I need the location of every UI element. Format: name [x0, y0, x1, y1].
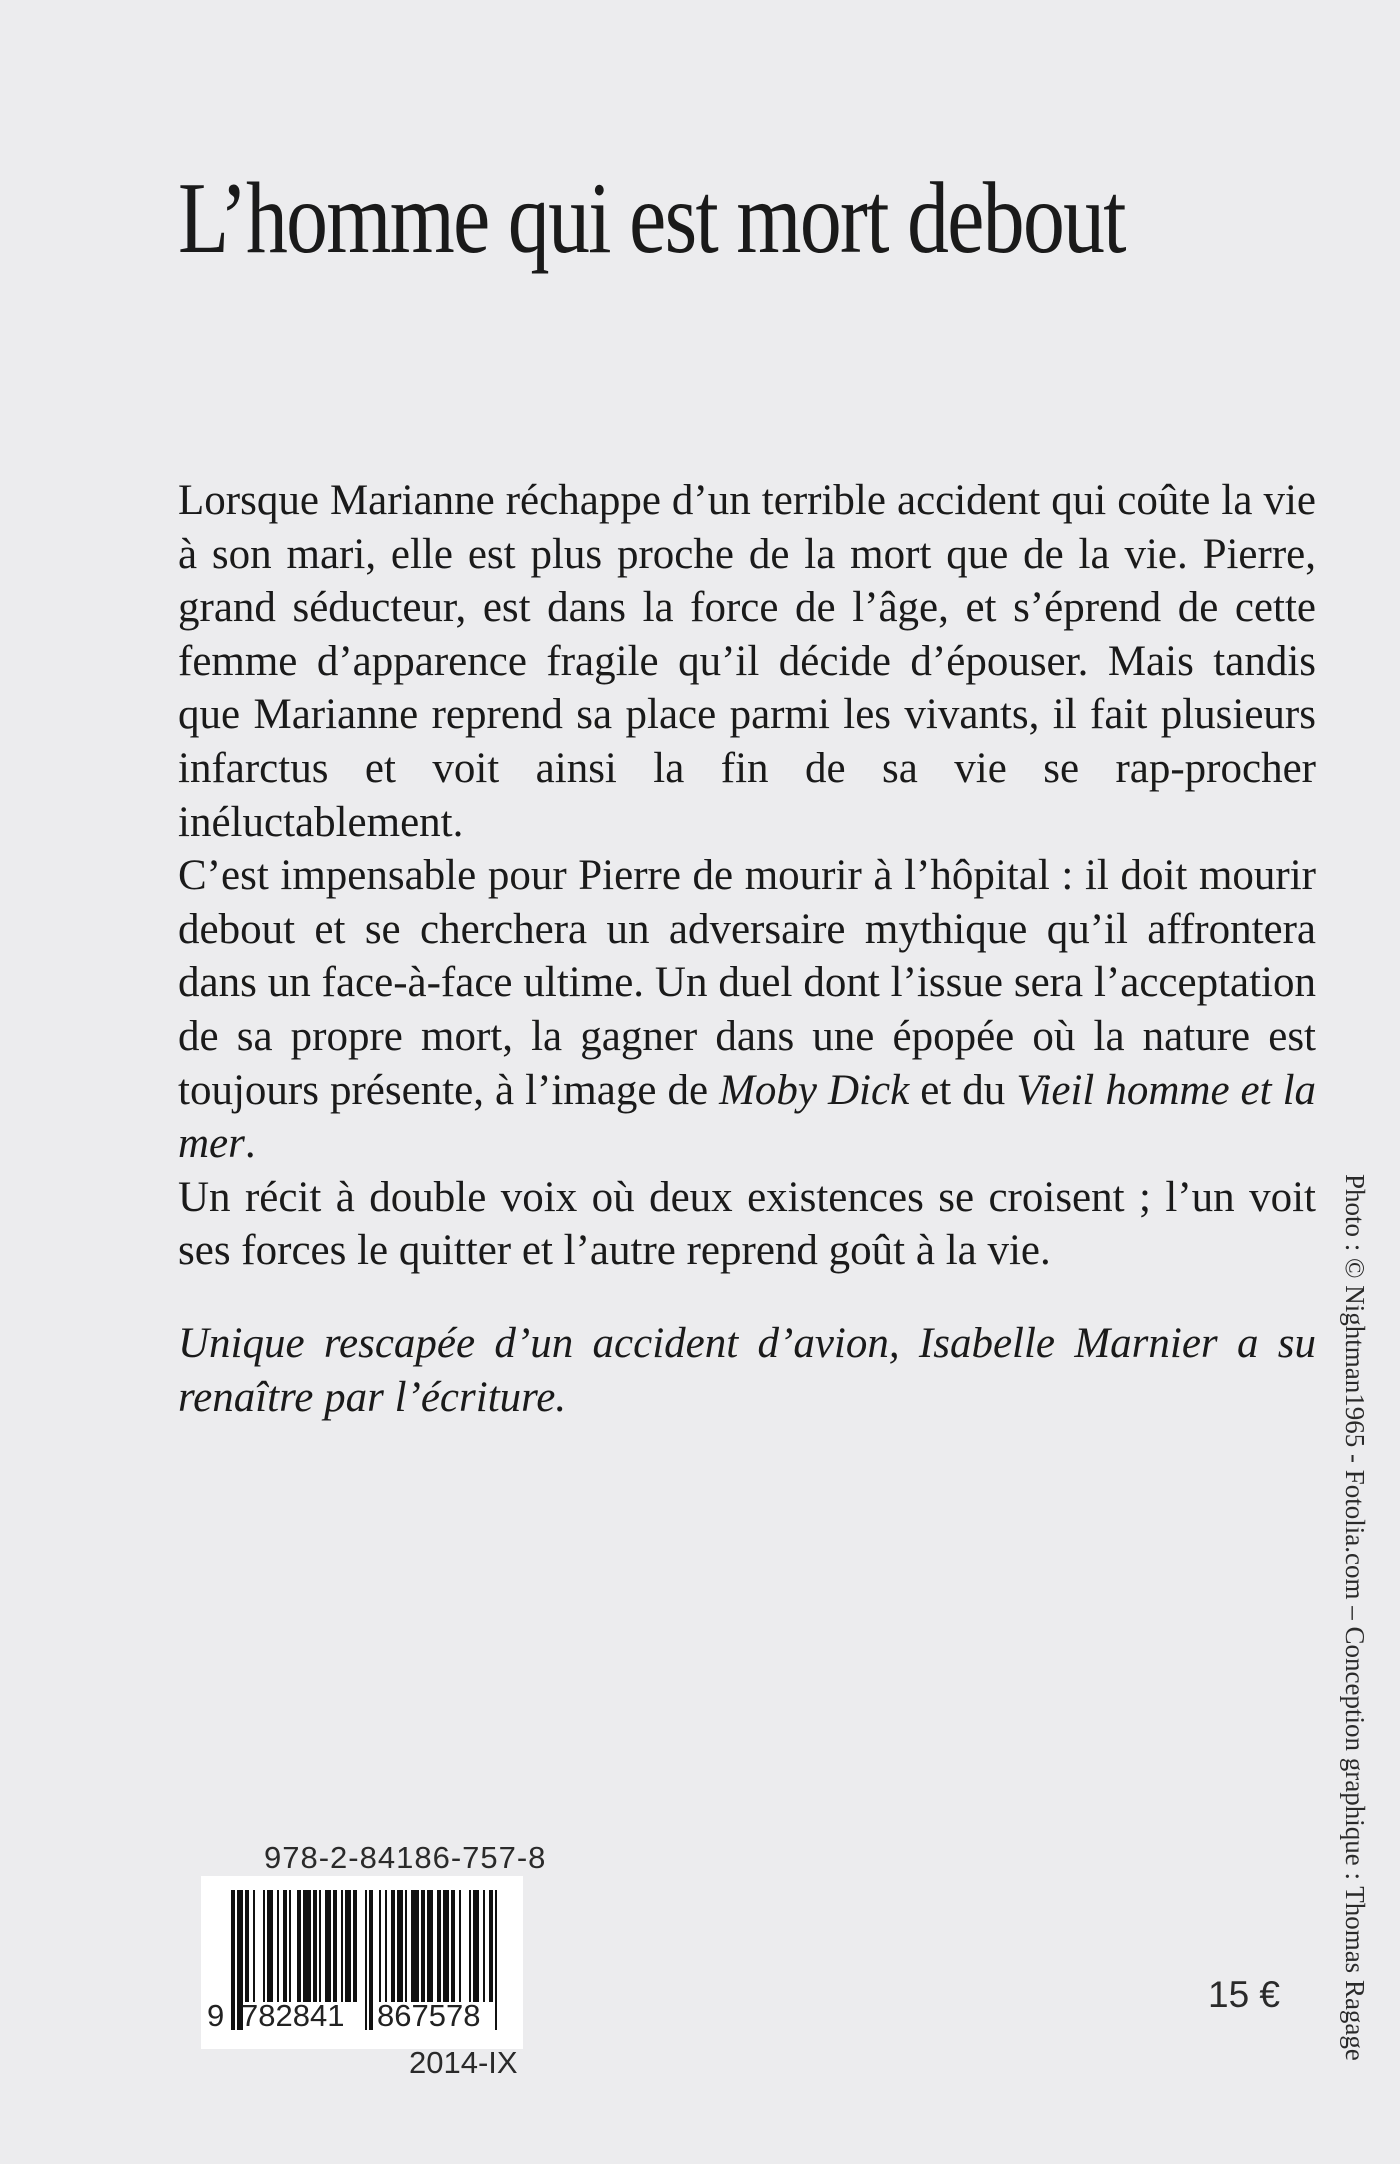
- barcode-bar: [459, 1890, 461, 2002]
- barcode-bar: [283, 1890, 287, 2002]
- author-bio: Unique rescapée d’un accident d’avion, Isabelle Marnier a su renaître par l’écriture.: [178, 1320, 1316, 1421]
- barcode-bar: [277, 1890, 279, 2002]
- barcode-bar: [451, 1890, 455, 2002]
- barcode-bar: [333, 1890, 337, 2002]
- back-cover-blurb: [178, 474, 1316, 1278]
- blurb-text: C’est impensable pour Pierre de mourir à l’hôpital : il doit mourir debout et se cherchera un adversaire mythique qu’il affrontera dans un face-à-face ultime. Un duel dont l’issue sera l’acceptation de sa propre mort, la gagner dans une épopée où la nature est toujours présente, à l’image de: [178, 852, 1316, 1114]
- barcode-bar: [313, 1890, 317, 2002]
- barcode-bar: [427, 1890, 433, 2002]
- price-label: 15 €: [1208, 1974, 1281, 2015]
- barcode-bar: [391, 1890, 395, 2002]
- barcode-digits-left: 782841: [241, 1998, 345, 2033]
- edition-code: 2014-IX: [409, 2045, 518, 2080]
- blurb-paragraph-2: [178, 849, 1316, 1171]
- barcode-bar: [369, 1890, 373, 2030]
- barcode-bar: [345, 1890, 351, 2002]
- barcode-digits-right: 867578: [377, 1998, 481, 2033]
- blurb-paragraph-3: Un récit à double voix où deux existences se croisent ; l’un voit ses forces le quitter et l’autre reprend goût à la vie.: [178, 1173, 1316, 1275]
- barcode-bar: [397, 1890, 403, 2002]
- blurb-paragraph-1: Lorsque Marianne réchappe d’un terrible accident qui coûte la vie à son mari, elle est plus proche de la mort que de la vie. Pierre, grand séducteur, est dans la force de l’âge, et s’éprend de cette femme d’apparence fragile qu’il décide d’épouser. Mais tandis que Marianne reprend sa place parmi les vivants, il fait plusieurs infarctus et voit ainsi la fin de sa vie se rap-procher inéluctablement.: [178, 477, 1316, 846]
- barcode-bar: [253, 1890, 255, 2002]
- barcode: [201, 1876, 523, 2049]
- barcode-bar: [319, 1890, 321, 2002]
- barcode-bar: [231, 1890, 235, 2030]
- barcode-bar: [341, 1890, 343, 2002]
- barcode-bar: [289, 1890, 291, 2002]
- work-title-vieil-homme: Vieil homme et la mer: [178, 1066, 1317, 1168]
- barcode-bar: [495, 1890, 497, 2030]
- barcode-bar: [263, 1890, 265, 2002]
- barcode-bar: [365, 1890, 367, 2030]
- photo-credit: Photo : © Nightman1965 - Fotolia.com – Conception graphique : Thomas Ragage: [1340, 1174, 1370, 2061]
- barcode-bar: [267, 1890, 273, 2002]
- work-title-moby-dick: Moby Dick: [719, 1066, 910, 1114]
- barcode-digit-first: 9: [207, 1998, 225, 2033]
- book-title: L’homme qui est mort debout: [178, 162, 1125, 275]
- barcode-bar: [483, 1890, 485, 2002]
- barcode-bar: [325, 1890, 331, 2002]
- blurb-text: et du: [920, 1066, 1006, 1114]
- isbn-number: 978-2-84186-757-8: [264, 1840, 547, 1875]
- barcode-graphic: [201, 1876, 523, 2049]
- barcode-bar: [473, 1890, 479, 2002]
- barcode-bar: [443, 1890, 449, 2002]
- barcode-bar: [303, 1890, 311, 2002]
- barcode-bar: [405, 1890, 407, 2002]
- barcode-bar: [245, 1890, 249, 2002]
- barcode-bar: [469, 1890, 471, 2002]
- barcode-bar: [437, 1890, 441, 2002]
- blurb-text: .: [244, 1120, 256, 1168]
- barcode-bar: [297, 1890, 301, 2002]
- barcode-bar: [489, 1890, 493, 2002]
- barcode-bar: [411, 1890, 419, 2002]
- barcode-bar: [421, 1890, 425, 2002]
- barcode-bar: [385, 1890, 387, 2002]
- barcode-bar: [379, 1890, 381, 2002]
- barcode-bar: [353, 1890, 357, 2002]
